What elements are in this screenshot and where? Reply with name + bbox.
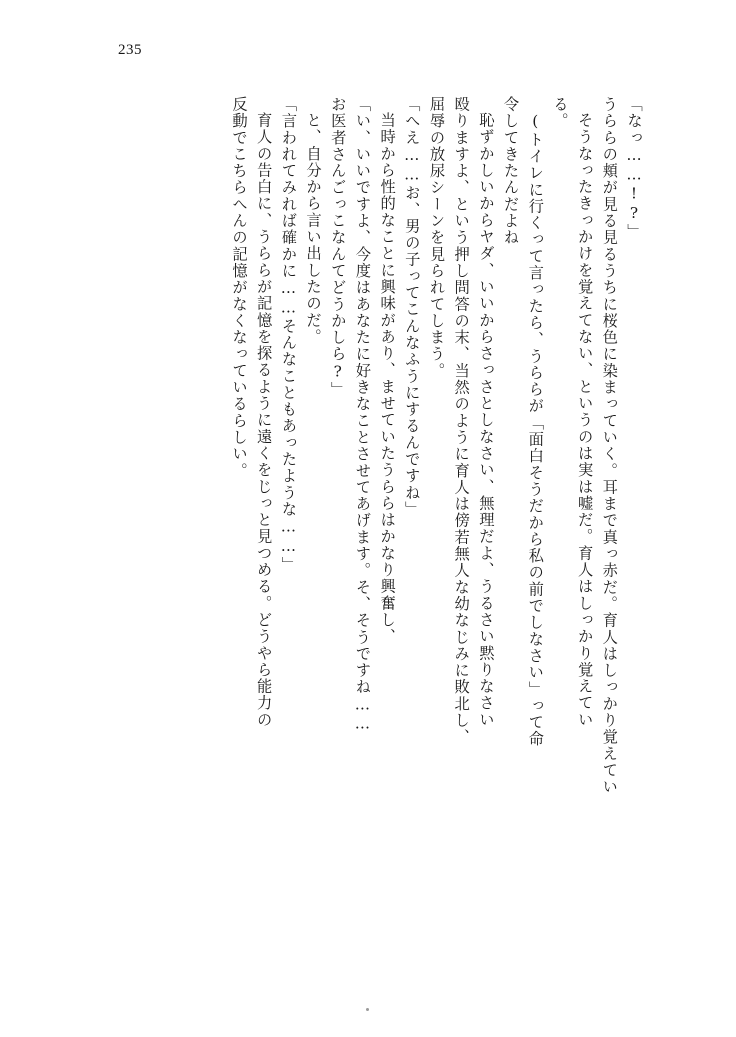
text-line: うららの頬が見る見るうちに桜色に染まっていく。耳まで真っ赤だ。育人はしっかり覚えてい (600, 96, 619, 796)
text-line: 育人の告白に、うららが記憶を探るように遠くをじっと見つめる。どうやら能力の (254, 112, 273, 729)
text-line: 当時から性的なことに興味があり、ませていたうららはかなり興奮し、 (378, 112, 397, 645)
text-line: 「い、いいですよ、今度はあなたに好きなことさせてあげます。そ、そうですね…… (353, 96, 372, 735)
page-number: 235 (118, 42, 142, 58)
text-line: 「へえ……お、男の子ってこんなふうにするんですね」 (402, 96, 421, 518)
text-line: お医者さんごっこなんてどうかしら?」 (328, 96, 347, 399)
footer-dot-ornament (366, 1008, 369, 1011)
text-line: 「言われてみれば確かに……そんなこともあったような……」 (279, 96, 298, 573)
text-line: 屈辱の放尿シーンを見られてしまう。 (427, 96, 446, 380)
text-line: そうなったきっかけを覚えてない、というのは実は嘘だ。育人はしっかり覚えてい (575, 112, 594, 729)
vertical-text-block (96, 96, 641, 976)
text-line: (トイレに行くって言ったら、うららが「面白そうだから私の前でしなさい」って命 (526, 112, 545, 748)
text-line: 令してきたんだよね (501, 96, 520, 246)
text-line: 恥ずかしいからヤダ、いいからさっさとしなさい、無理だよ、うるさい黙りなさい (476, 112, 495, 729)
text-line: と、自分から言い出したのだ。 (304, 112, 323, 346)
text-line: 反動でこちらへんの記憶がなくなっているらしい。 (230, 96, 248, 479)
text-line: 「なっ……!?」 (625, 96, 643, 240)
text-line: 殴りますよ、という押し問答の末、当然のように育人は傍若無人な幼なじみに敗北し、 (452, 96, 471, 746)
text-line: る。 (550, 96, 569, 130)
